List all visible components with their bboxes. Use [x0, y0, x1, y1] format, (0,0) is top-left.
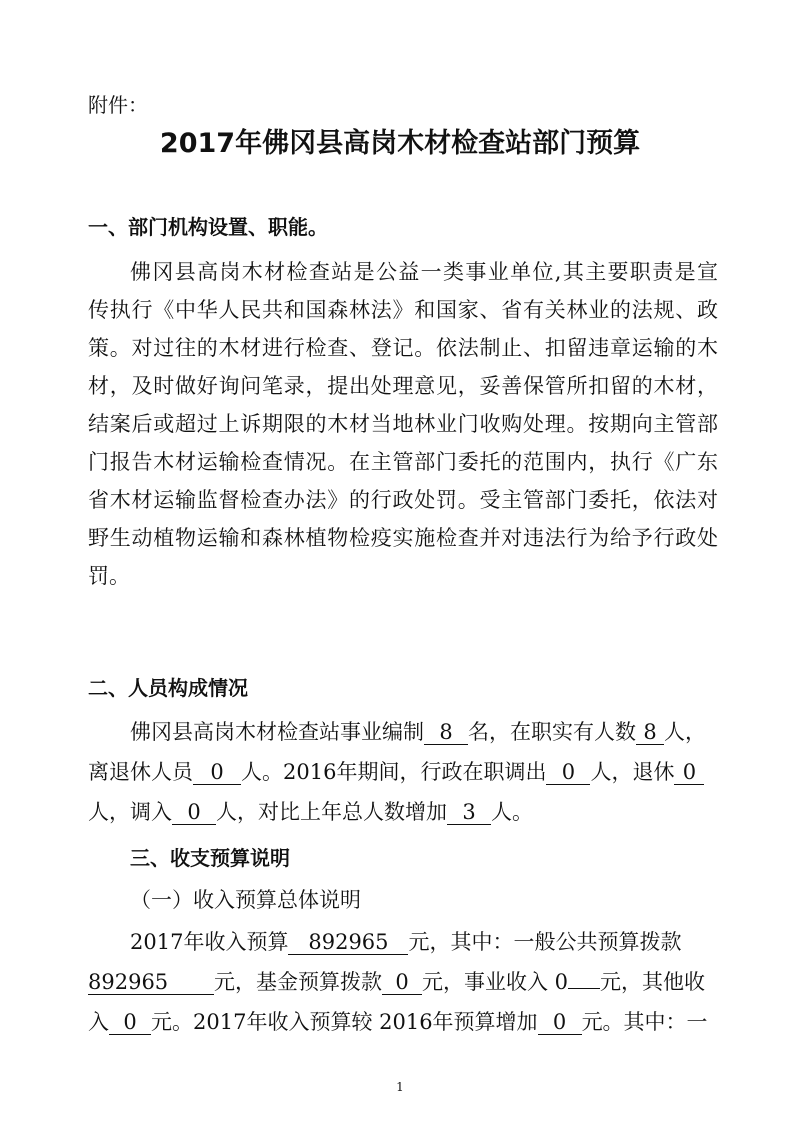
section2-line-3 [88, 797, 718, 827]
actual-staff-value: 8 [636, 720, 664, 745]
funding-text-c: 元，其他收 [600, 970, 706, 994]
other-text-a: 入 [88, 1010, 109, 1034]
authorized-staff-value: 8 [424, 720, 468, 745]
section3-subheading: （一）收入预算总体说明 [130, 888, 361, 912]
section3-line-3 [88, 1007, 718, 1037]
transfer-text-b: 人，对比上年总人数增加 [216, 800, 447, 824]
section2-heading: 二、人员构成情况 [88, 676, 248, 700]
document-title: 2017年佛冈县高岗木材检查站部门预算 [159, 128, 641, 159]
other-text-b: 元。2017年收入预算较 2016年预算增加 [151, 1010, 538, 1034]
section2-line-1 [130, 717, 718, 747]
page-number: 1 [396, 1080, 404, 1094]
section1-line-2: 传执行《中华人民共和国森林法》和国家、省有关林业的法规、政 [88, 298, 718, 322]
retired-text-b: 人。2016年期间，行政在职调出 [241, 760, 547, 784]
section1-line-7: 省木材运输监督检查办法》的行政处罚。受主管部门委托，依法对 [88, 488, 718, 512]
transfer-text-c: 人。 [491, 800, 533, 824]
section1-line-6: 门报告木材运输检查情况。在主管部门委托的范围内，执行《广东 [88, 450, 718, 474]
transfer-out-value: 0 [546, 760, 590, 785]
budget-increase-value: 0 [538, 1010, 582, 1035]
section1-line-4: 材，及时做好询问笔录，提出处理意见，妥善保管所扣留的木材， [88, 374, 718, 398]
section2-line-2 [88, 757, 718, 787]
section1-line-3: 策。对过往的木材进行检查、登记。依法制止、扣留违章运输的木 [88, 336, 718, 360]
revenue-text-a: 2017年收入预算 [130, 930, 289, 954]
staffing-text-b: 名，在职实有人数 [468, 720, 636, 744]
section3-line-1 [130, 927, 718, 957]
fund-budget-value: 0 [382, 970, 422, 995]
total-revenue-value: 892965 [288, 930, 408, 955]
staffing-text-a: 佛冈县高岗木材检查站事业编制 [130, 720, 424, 744]
general-budget-value: 892965 [88, 970, 214, 995]
revenue-text-b: 元，其中：一般公共预算拨款 [408, 930, 682, 954]
section1-heading: 一、部门机构设置、职能。 [88, 215, 328, 239]
section1-line-5: 结案后或超过上诉期限的木材当地林业门收购处理。按期向主管部 [88, 412, 718, 436]
other-income-value: 0 [109, 1010, 151, 1035]
transfer-in-value: 0 [172, 800, 216, 825]
business-income-blank [568, 988, 600, 989]
section3-heading: 三、收支预算说明 [130, 846, 290, 870]
attachment-label: 附件： [88, 93, 148, 117]
retirement-value: 0 [674, 760, 704, 785]
funding-text-a: 元，基金预算拨款 [214, 970, 382, 994]
headcount-increase-value: 3 [447, 800, 491, 825]
retired-text-c: 人，退休 [590, 760, 675, 784]
section1-line-1: 佛冈县高岗木材检查站是公益一类事业单位,其主要职责是宣 [130, 260, 718, 284]
funding-text-b: 元，事业收入 0 [422, 970, 569, 994]
section1-line-9: 罚。 [88, 564, 130, 588]
other-text-c: 元。其中：一 [581, 1010, 708, 1034]
retired-text-a: 离退休人员 [88, 760, 193, 784]
retired-value: 0 [193, 760, 241, 785]
section1-line-8: 野生动植物运输和森林植物检疫实施检查并对违法行为给予行政处 [88, 526, 718, 550]
transfer-text-a: 人，调入 [88, 800, 172, 824]
section3-line-2 [88, 967, 718, 997]
staffing-text-c: 人， [664, 720, 706, 744]
